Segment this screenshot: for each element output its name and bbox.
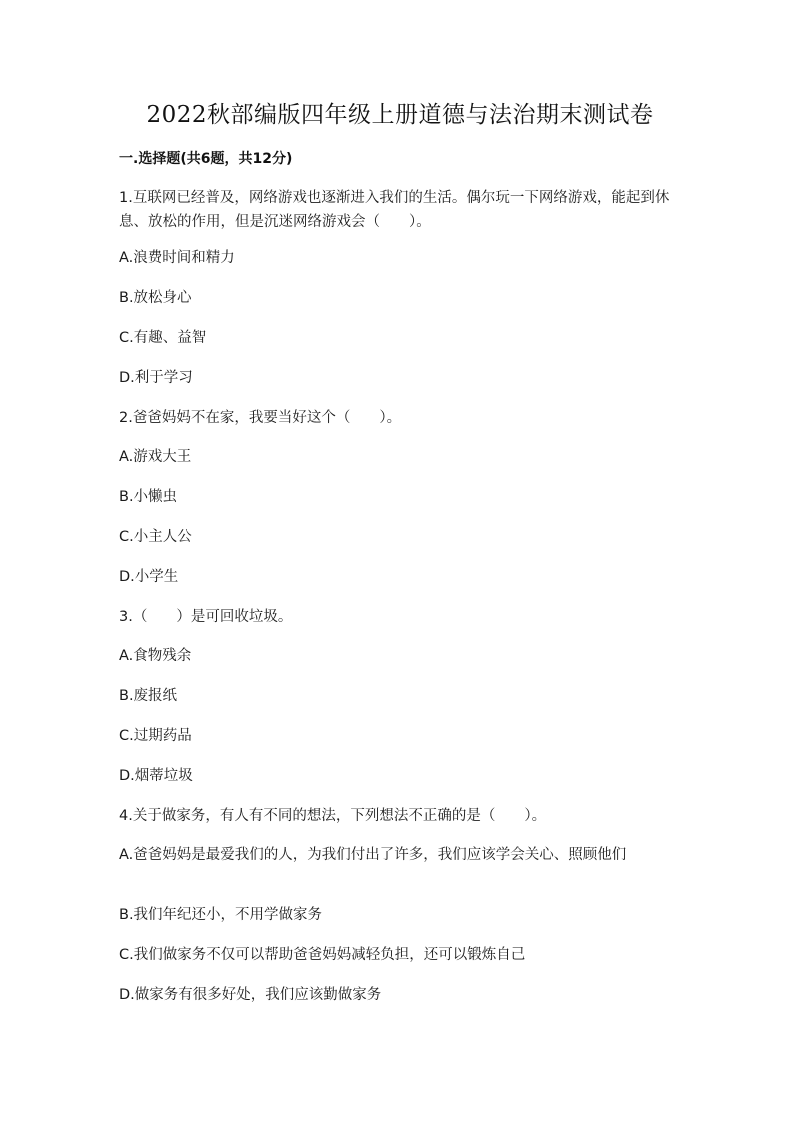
question-2-option-c: C.小主人公 [119,529,192,545]
question-3-stem: 3.（ ）是可回收垃圾。 [119,609,293,625]
question-1-option-d: D.利于学习 [119,370,193,386]
question-2-option-b: B.小懒虫 [119,489,178,505]
question-2-option-d: D.小学生 [119,569,179,585]
question-4-option-c: C.我们做家务不仅可以帮助爸爸妈妈减轻负担，还可以锻炼自己 [119,947,526,963]
question-1-stem: 1.互联网已经普及，网络游戏也逐渐进入我们的生活。偶尔玩一下网络游戏，能起到休息、放松的作用，但是沉迷网络游戏会（ ）。 [119,190,670,230]
question-2-stem: 2.爸爸妈妈不在家，我要当好这个（ ）。 [119,410,402,426]
question-2-option-a: A.游戏大王 [119,449,192,465]
document-title: 2022秋部编版四年级上册道德与法治期末测试卷 [146,102,654,128]
question-1-option-c: C.有趣、益智 [119,330,207,346]
question-1-option-b: B.放松身心 [119,290,192,306]
question-4-option-b: B.我们年纪还小，不用学做家务 [119,907,323,923]
question-1-option-a: A.浪费时间和精力 [119,250,235,266]
question-4-option-d: D.做家务有很多好处，我们应该勤做家务 [119,987,382,1003]
question-3-option-c: C.过期药品 [119,728,192,744]
question-3-option-d: D.烟蒂垃圾 [119,768,193,784]
section-heading: 一.选择题(共6题，共12分) [119,151,293,167]
question-4-option-a: A.爸爸妈妈是最爱我们的人，为我们付出了许多，我们应该学会关心、照顾他们 [119,847,627,863]
question-3-option-b: B.废报纸 [119,688,178,704]
question-3-option-a: A.食物残余 [119,648,192,664]
question-4-stem: 4.关于做家务，有人有不同的想法，下列想法不正确的是（ ）。 [119,808,547,824]
